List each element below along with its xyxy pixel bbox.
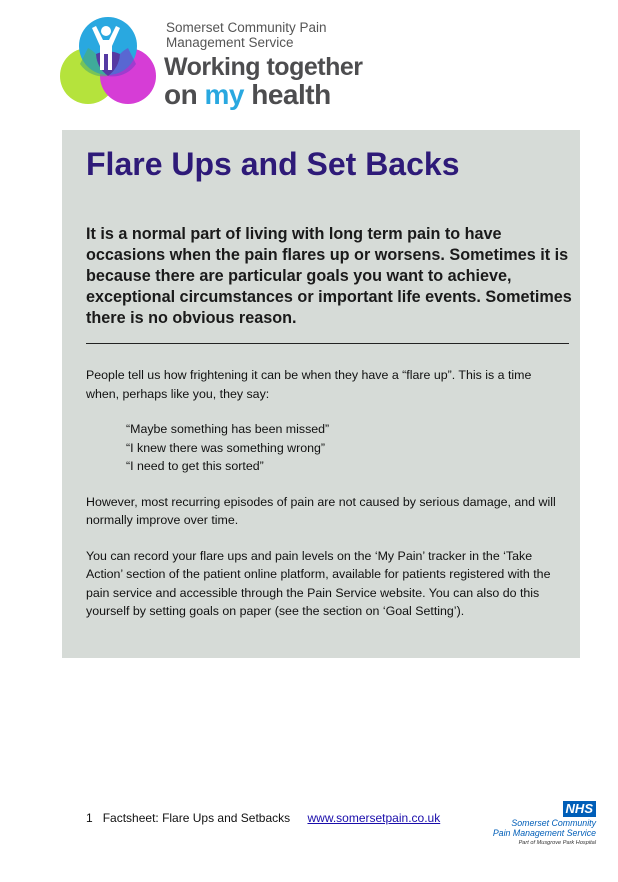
paragraph-3: You can record your flare ups and pain levels on the ‘My Pain’ tracker in the ‘Take Action’ section of the patient online platform, available for patients registered with the pain service and accessible through the Pain Service website. You can also do this yourself by setting goals on paper (see the section on ‘Goal Setting’).	[86, 548, 551, 618]
website-link[interactable]: www.somersetpain.co.uk	[307, 811, 441, 825]
slogan-word-on: on	[164, 79, 198, 110]
quote-3: “I need to get this sorted”	[126, 459, 264, 473]
content-panel	[62, 130, 580, 658]
paragraph-1: People tell us how frightening it can be when they have a “flare up”. This is a time when, perhaps like you, they say:	[86, 368, 532, 401]
body-text	[86, 366, 564, 638]
quotes-list	[126, 420, 564, 476]
slogan-word-health: health	[251, 79, 331, 110]
paragraph-2: However, most recurring episodes of pain are not caused by serious damage, and will normally improve over time.	[86, 494, 556, 527]
organisation-name: Somerset Community Pain Management Service	[166, 20, 327, 50]
nhs-organisation-name: Somerset Community Pain Management Service	[492, 818, 596, 838]
footer	[86, 811, 440, 825]
quote-1: “Maybe something has been missed”	[126, 422, 330, 436]
nhs-logo	[470, 801, 610, 851]
footer-label: Factsheet: Flare Ups and Setbacks	[102, 811, 291, 825]
nhs-parent-hospital: Part of Musgrove Park Hospital	[518, 840, 596, 846]
slogan-line-2	[164, 80, 331, 110]
nhs-badge: NHS	[563, 801, 596, 817]
intro-paragraph: It is a normal part of living with long term pain to have occasions when the pain flares up or worsens. Sometimes it is because there are particular goals you want to achieve, exceptional circumstances or important life events. Sometimes there is no obvious reason.	[86, 225, 572, 327]
page-number: 1	[86, 811, 93, 825]
slogan-word-my: my	[204, 79, 244, 110]
quote-2: “I knew there was something wrong”	[126, 440, 326, 455]
divider	[86, 343, 569, 344]
slogan-line-1: Working together	[164, 53, 363, 81]
page-title: Flare Ups and Set Backs	[86, 146, 460, 182]
service-logo	[56, 14, 363, 114]
logo-circles-icon	[56, 14, 161, 110]
